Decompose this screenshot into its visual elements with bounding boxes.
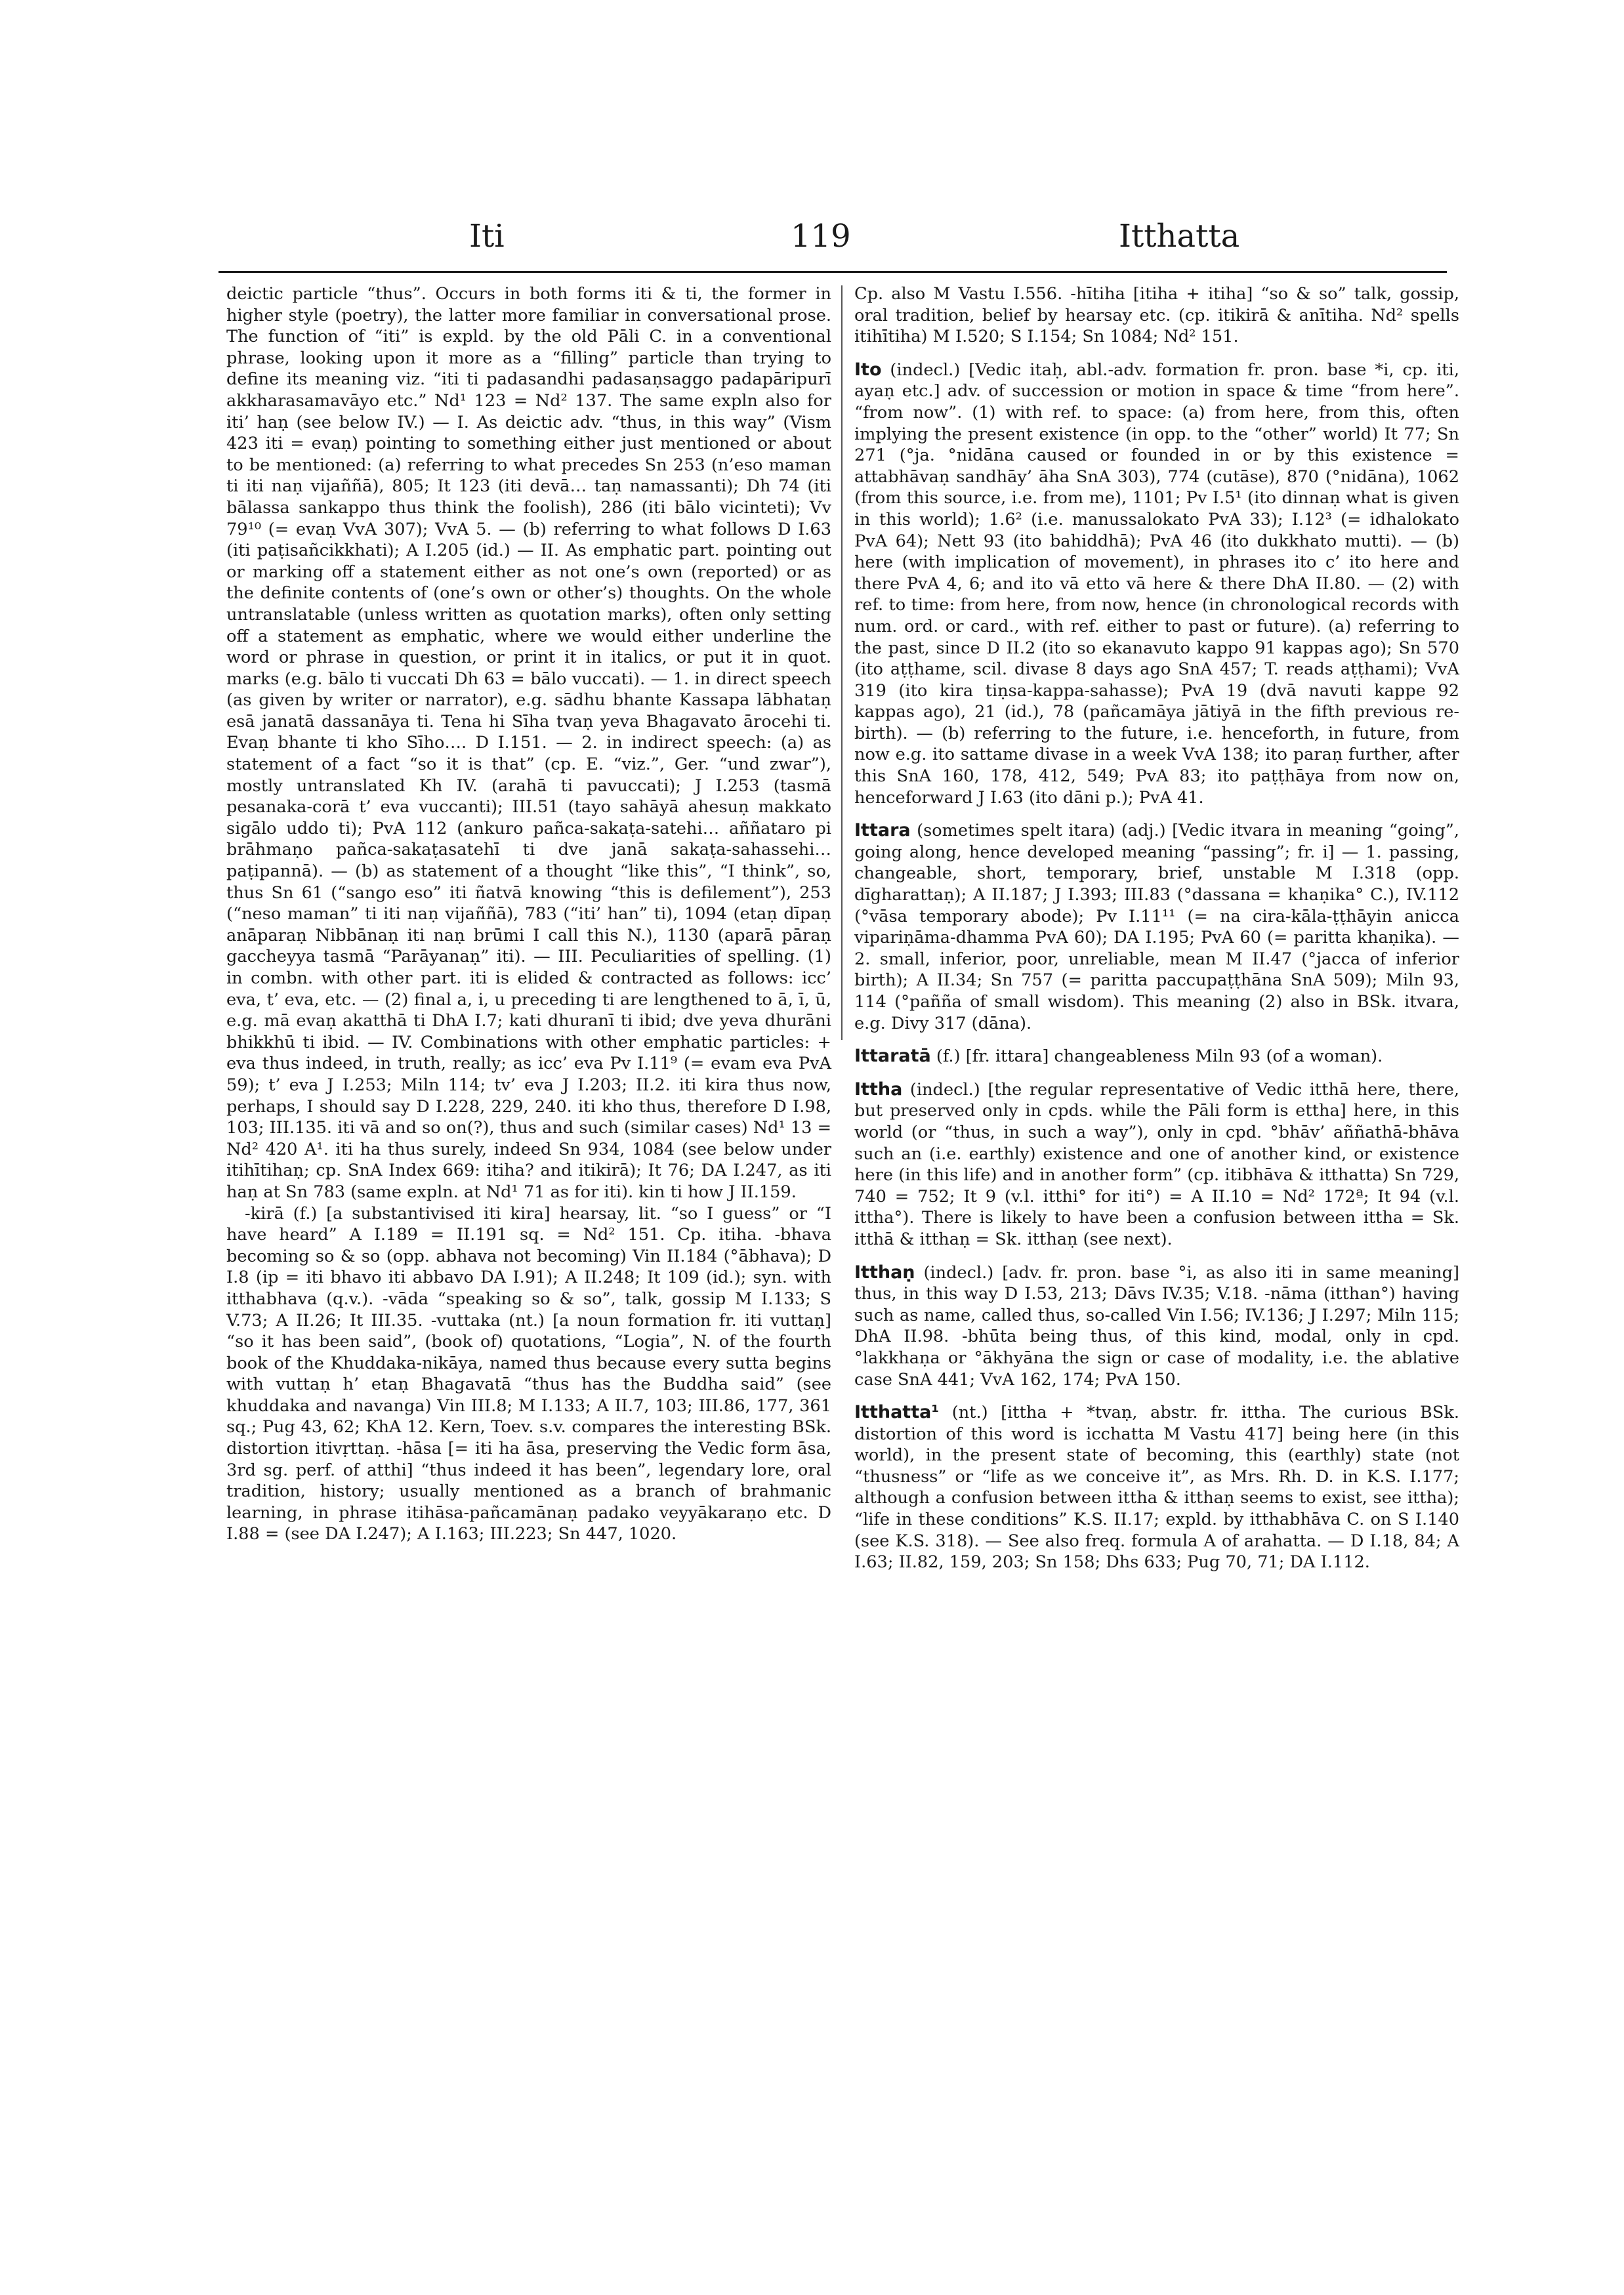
entry-text: (indecl.) [the regular representative of Vedic itthā here, there, but preserved only in cpds. while the Pāli form is ettha] here, in this world (or “thus, in such a way”), only in cpd. °bhāv’ aññathā-bhāva such an (i.e. earthly) existence and one of another kind, or existence here (in this life) and in another form” (cp. itibhāva & itthatta) Sn 729, 740 = 752; It 9 (v.l. itthi° for iti°) = A II.10 = Nd² 172ª; It 94 (v.l. ittha°). There is likely to have been a confusion between ittha = Sk. itthā & itthaṇ = Sk. itthaṇ (see next). — [854, 1079, 1459, 1249]
headword: Ittaratā — [854, 1046, 931, 1067]
entry-iti-continued: deictic particle “thus”. Occurs in both forms iti & ti, the former in higher style (poetry), the latter more familiar in conversational prose. The function of “iti” is expld. by the old Pāli C. in a conventional phrase, looking upon it more as a “filling” particle than trying to define its meaning viz. “iti ti padasandhi padasaṇsaggo padapāripurī akkharasamavāyo etc.” Nd¹ 123 = Nd² 137. The same expln also for iti’ haṇ (see below IV.) — I. As deictic adv. “thus, in this way” (Vism 423 iti = evaṇ) pointing to something either just mentioned or about to be mentioned: (a) referring to what precedes Sn 253 (n’eso maman ti iti naṇ vijaññā), 805; It 123 (iti devā… taṇ namassanti); Dh 74 (iti bālassa sankappo thus think the foolish), 286 (iti bālo vicinteti); Vv 79¹⁰ (= evaṇ VvA 307); VvA 5. — (b) referring to what follows D I.63 (iti paṭisañcikkhati); A I.205 (id.) — II. As emphatic part. pointing out or marking off a statement either as not one’s own (reported) or as the definite contents of (one’s own or other’s) thoughts. On the whole untranslatable (unless written as quotation marks), often only setting off a statement as emphatic, where we would either underline the word or phrase in question, or print it in italics, or put it in quot. marks (e.g. bālo ti vuccati Dh 63 = bālo vuccati). — 1. in direct speech (as given by writer or narrator), e.g. sādhu bhante Kassapa lābhataṇ esā janatā dassanāya ti. Tena hi Sīha tvaṇ yeva Bhagavato ārocehi ti. Evaṇ bhante ti kho Sīho…. D I.151. — 2. in indirect speech: (a) as statement of a fact “so it is that” (cp. E. “viz.”, Ger. “und zwar”), mostly untranslated Kh IV. (arahā ti pavuccati); J I.253 (tasmā pesanaka-corā t’ eva vuccanti); III.51 (tayo sahāyā ahesuṇ makkato sigālo uddo ti); PvA 112 (ankuro pañca-sakaṭa-satehi… aññataro pi brāhmaṇo pañca-sakaṭasatehī ti dve janā sakaṭa-sahassehi… paṭipannā). — (b) as statement of a thought “like this”, “I think”, so, thus Sn 61 (“sango eso” iti ñatvā knowing “this is defilement”), 253 (“neso maman” ti iti naṇ vijaññā), 783 (“iti’ han” ti), 1094 (etaṇ dīpaṇ anāparaṇ Nibbānaṇ iti naṇ brūmi I call this N.), 1130 (aparā pāraṇ gaccheyya tasmā “Parāyanaṇ” iti). — III. Peculiarities of spelling. (1) in combn. with other part. iti is elided & contracted as follows: icc’ eva, t’ eva, etc. — (2) final a, i, u preceding ti are lengthened to ā, ī, ū, e.g. mā evaṇ akatthā ti DhA I.7; kati dhuranī ti ibid; dve yeva dhurāni bhikkhū ti ibid. — IV. Combinations with other emphatic particles: + eva thus indeed, in truth, really; as icc’ eva Pv I.11⁹ (= evam eva PvA 59); t’ eva J I.253; Miln 114; tv’ eva J I.203; II.2. iti kira thus now, perhaps, I should say D I.228, 229, 240. iti kho thus, therefore D I.98, 103; III.135. iti vā and so on(?), thus and such (similar cases) Nd¹ 13 = Nd² 420 A¹. iti ha thus surely, indeed Sn 934, 1084 (see below under itihītihaṇ; cp. SnA Index 669: itiha? and itikirā); It 76; DA I.247, as iti haṇ at Sn 783 (same expln. at Nd¹ 71 as for iti). kin ti how J II.159. — [226, 284, 832, 1202]
page-header — [0, 0, 1624, 276]
left-column — [226, 283, 831, 1545]
headword: Ito — [854, 359, 882, 380]
entry-text: (f.) [fr. ittara] changeableness Miln 93 (of a woman). — [930, 1046, 1383, 1067]
entry-text: (sometimes spelt itara) (adj.) [Vedic itvara in meaning “going”, going along, hence developed meaning “passing”; fr. i] — 1. passing, changeable, short, temporary, brief, unstable M I.318 (opp. dīgharattaṇ); A II.187; J I.393; III.83 (°dassana = khaṇika° C.), IV.112 (°vāsa temporary abode); Pv I.11¹¹ (= na cira-kāla-ṭṭhāyin anicca vipariṇāma-dhamma PvA 60); DA I.195; PvA 60 (= paritta khaṇika). — 2. small, inferior, poor, unreliable, mean M II.47 (°jacca of inferior birth); A II.34; Sn 757 (= paritta paccupaṭṭhāna SnA 509); Miln 93, 114 (°pañña of small wisdom). This meaning (2) also in BSk. itvara, e.g. Divy 317 (dāna). — [854, 821, 1459, 1033]
entry-text: (indecl.) [adv. fr. pron. base °i, as also iti in same meaning] thus, in this way D I.53, 213; Dāvs IV.35; V.18. -nāma (itthan°) having such as name, called thus, so-called Vin I.56; IV.136; J I.297; Miln 115; DhA II.98. -bhūta being thus, of this kind, modal, only in cpd. °lakkhaṇa or °ākhyāna the sign or case of modality, i.e. the ablative case SnA 441; VvA 162, 174; PvA 150. — [854, 1262, 1459, 1390]
headword: Itthatta¹ — [854, 1402, 940, 1423]
entry-text: (nt.) [ittha + *tvaṇ, abstr. fr. ittha. The curious BSk. distortion of this word is icchatta M Vastu 417] being here (in this world), in the present state of becoming, this (earthly) state (not “thusness” or “life as we conceive it”, as Mrs. Rh. D. in K.S. I.177; although a confusion between ittha & itthaṇ seems to exist, see ittha); “life in these conditions” K.S. II.17; expld. by itthabhāva C. on S I.140 (see K.S. 318). — See also freq. formula A of arahatta. — D I.18, 84; A I.63; II.82, 159, 203; Sn 158; Dhs 633; Pug 70, 71; DA I.112. — [854, 1403, 1459, 1573]
entry-itiha-tail: Cp. also M Vastu I.556. -hītiha [itiha + itiha] “so & so” talk, gossip, oral tradition, belief by hearsay etc. (cp. itikirā & anītiha. Nd² spells itihītiha) M I.520; S I.154; Sn 1084; Nd² 151. — [854, 284, 1459, 347]
entry-ittarata — [854, 1046, 1459, 1067]
headword: Ittha — [854, 1079, 903, 1100]
entry-text: (indecl.) [Vedic itaḥ, abl.-adv. formation fr. pron. base *i, cp. iti, ayaṇ etc.] adv. of succession or motion in space & time “from here”. “from now”. (1) with ref. to space: (a) from here, from this, often implying the present existence (in opp. to the “other” world) It 77; Sn 271 (°ja. °nidāna caused or founded in or by this existence = attabhāvaṇ sandhāy’ āha SnA 303), 774 (cutāse), 870 (°nidāna), 1062 (from this source, i.e. from me), 1101; Pv I.5¹ (ito dinnaṇ what is given in this world); 1.6² (i.e. manussalokato PvA 33); I.12³ (= idhalokato PvA 64); Nett 93 (ito bahiddhā); PvA 46 (ito dukkhato mutti). — (b) here (with implication of movement), in phrases ito c’ ito here and there PvA 4, 6; and ito vā etto vā here & there DhA II.80. — (2) with ref. to time: from here, from now, hence (in chronological records with num. ord. or card., with ref. either to past or future). (a) referring to the past, since D II.2 (ito so ekanavuto kappo 91 kappas ago); Sn 570 (ito aṭṭhame, scil. divase 8 days ago SnA 457; T. reads aṭṭhami); VvA 319 (ito kira tiṇsa-kappa-sahasse); PvA 19 (dvā navuti kappe 92 kappas ago), 21 (id.), 78 (pañcamāya jātiyā in the fifth previous re-birth). — (b) referring to the future, i.e. henceforth, in future, from now e.g. ito sattame divase in a week VvA 138; ito paraṇ further, after this SnA 160, 178, 412, 549; PvA 83; ito paṭṭhāya from now on, henceforward J I.63 (ito dāni p.); PvA 41. — [854, 360, 1459, 808]
entry-ito — [854, 360, 1459, 808]
entry-ittha — [854, 1079, 1459, 1251]
headword: Ittara — [854, 820, 911, 841]
entry-ittara — [854, 820, 1459, 1034]
header-rule — [219, 271, 1447, 273]
column-divider — [841, 285, 843, 1040]
headword: Itthaṇ — [854, 1262, 915, 1283]
page-number: 119 — [791, 218, 851, 255]
entry-iti-compounds: -kirā (f.) [a substantivised iti kira] hearsay, lit. “so I guess” or “I have heard” A I.189 = II.191 sq. = Nd² 151. Cp. itiha. -bhava becoming so & so (opp. abhava not becoming) Vin II.184 (°ābhava); D I.8 (ip = iti bhavo iti abbavo DA I.91); A II.248; It 109 (id.); syn. with itthabhava (q.v.). -vāda “speaking so & so”, talk, gossip M I.133; S V.73; A II.26; It III.35. -vuttaka (nt.) [a noun formation fr. iti vuttaṇ] “so it has been said”, (book of) quotations, “Logia”, N. of the fourth book of the Khuddaka-nikāya, named thus because every sutta begins with vuttaṇ h’ etaṇ Bhagavatā “thus has the Buddha said” (see khuddaka and navanga) Vin III.8; M I.133; A II.7, 103; III.86, 177, 361 sq.; Pug 43, 62; KhA 12. Kern, Toev. s.v. compares the interesting BSk. distortion itivṛttaṇ. -hāsa [= iti ha āsa, preserving the Vedic form āsa, 3rd sg. perf. of atthi] “thus indeed it has been”, legendary lore, oral tradition, history; usually mentioned as a branch of brahmanic learning, in phrase itihāsa-pañcamānaṇ padako veyyākaraṇo etc. D I.88 = (see DA I.247); A I.163; III.223; Sn 447, 1020. — [226, 1203, 831, 1544]
running-head-left: Iti — [469, 218, 505, 255]
right-column — [854, 283, 1459, 1573]
entry-ittham — [854, 1262, 1459, 1391]
entry-itthatta — [854, 1402, 1459, 1573]
running-head-right: Itthatta — [1119, 218, 1240, 255]
